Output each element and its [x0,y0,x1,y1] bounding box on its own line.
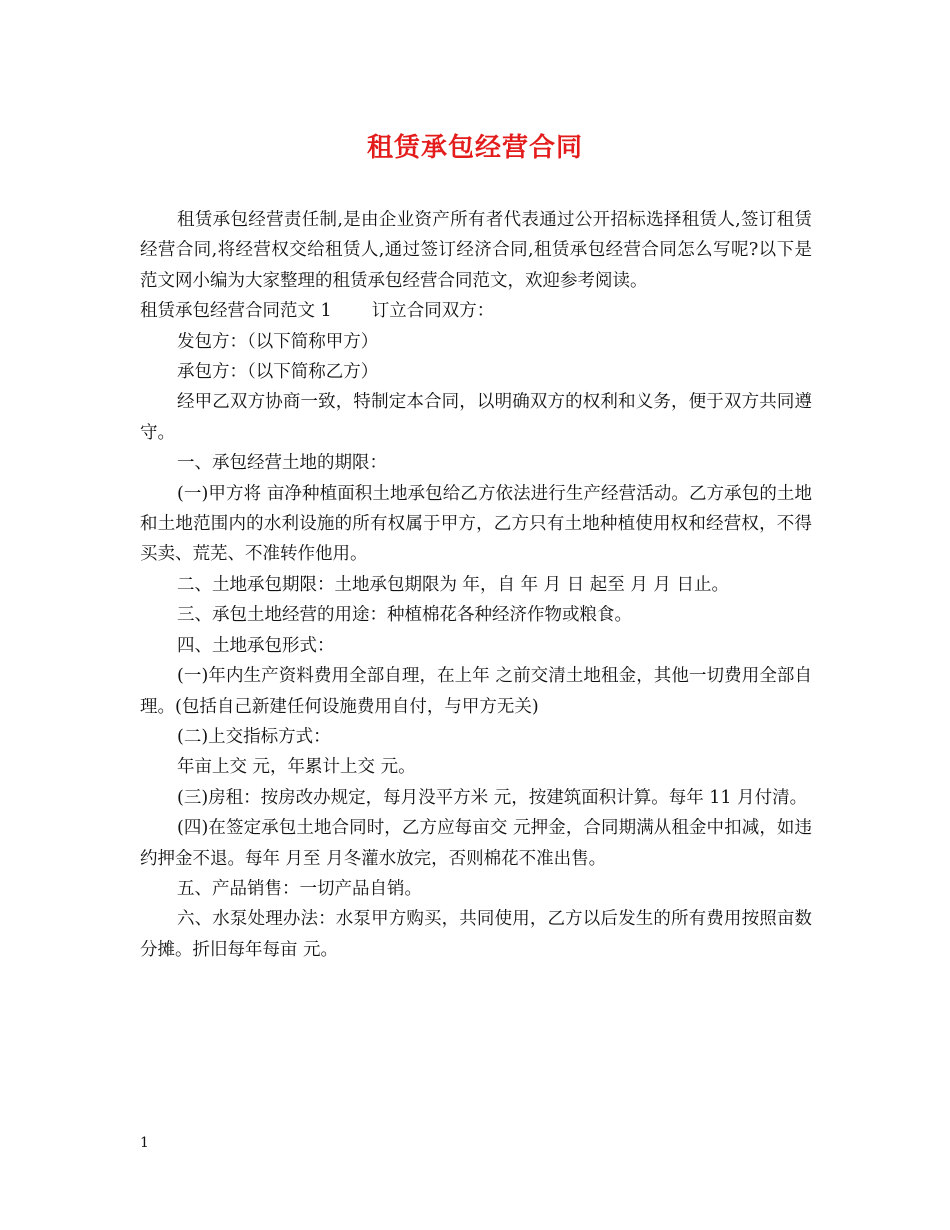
paragraph: 二、土地承包期限：土地承包期限为 年，自 年 月 日 起至 月 月 日止。 [177,574,729,595]
section-heading: 一、承包经营土地的期限： [177,453,387,474]
paragraph: 发包方：（以下简称甲方） [177,331,379,352]
paragraph: 三、承包土地经营的用途：种植棉花各种经济作物或粮食。 [177,605,632,626]
paragraph: (一)年内生产资料费用全部自理，在上年 之前交清土地租金，其他一切费用全部自理。(包括自己新建任何设施费用自付，与甲方无关) [140,666,812,717]
paragraph: 六、水泵处理办法：水泵甲方购买，共同使用，乙方以后发生的所有费用按照亩数分摊。折旧每年每亩 元。 [140,909,812,960]
paragraph: (二)上交指标方式： [177,726,331,747]
document-title: 租赁承包经营合同 [366,133,583,163]
paragraph: 承包方：（以下简称乙方） [177,362,379,383]
document-body [140,205,812,965]
paragraph: 经甲乙双方协商一致，特制定本合同，以明确双方的权利和义务，便于双方共同遵守。 [140,392,812,443]
paragraph: (四)在签定承包土地合同时，乙方应每亩交 元押金，合同期满从租金中扣减，如违约押金不退。每年 月至 月冬灌水放完，否则棉花不准出售。 [140,818,812,869]
paragraph: (三)房租：按房改办规定，每月没平方米 元，按建筑面积计算。每年 11 月付清。 [177,787,808,808]
sample-heading: 租赁承包经营合同范文 1 [140,301,332,322]
section-heading: 四、土地承包形式： [177,635,335,656]
paragraph: 年亩上交 元，年累计上交 元。 [177,757,416,778]
paragraph: (一)甲方将 亩净种植面积土地承包给乙方依法进行生产经营活动。乙方承包的土地和土地范围内的水利设施的所有权属于甲方，乙方只有土地种植使用权和经营权，不得买卖、荒芜、不准转作他用。 [140,483,812,565]
paragraph: 五、产品销售：一切产品自销。 [177,878,422,899]
page-number: 1 [140,1135,149,1151]
paragraph-heading [140,296,812,326]
paragraph: 租赁承包经营责任制,是由企业资产所有者代表通过公开招标选择租赁人,签订租赁经营合同,将经营权交给租赁人,通过签订经济合同,租赁承包经营合同怎么写呢?以下是范文网小编为大家整理的租赁承包经营合同范文，欢迎参考阅读。 [140,210,812,291]
sample-heading-tail: 订立合同双方： [371,301,495,322]
